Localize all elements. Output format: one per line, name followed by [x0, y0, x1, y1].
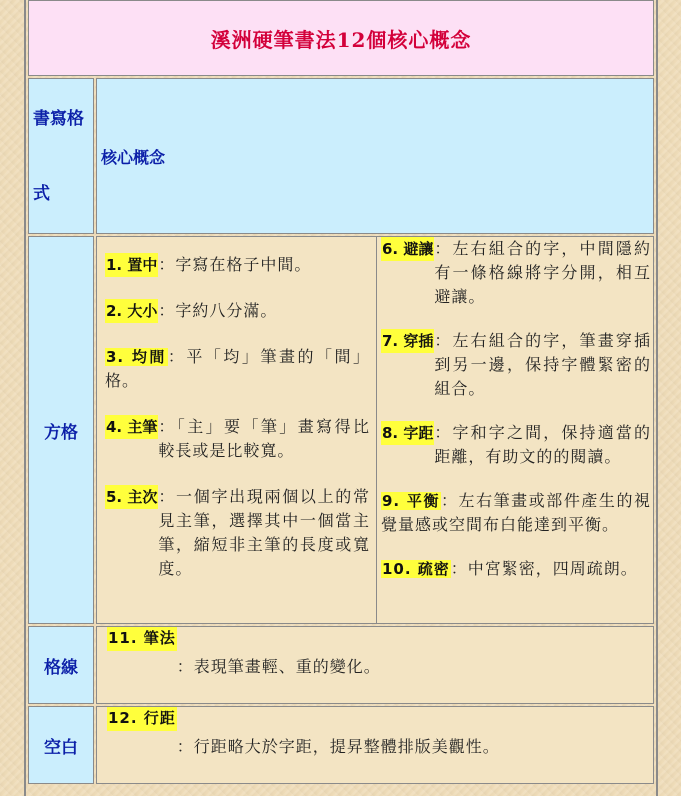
list-item: 12. 行距 ：行距略大於字距，提昇整體排版美觀性。: [108, 709, 500, 756]
list-item: 1. 置中 ：字寫在格子中間。: [105, 253, 370, 277]
header-label-line1: 書寫格: [33, 109, 84, 129]
list-item: 6. 避讓 ：左右組合的字，中間隱約有一條格線將字分開，相互避讓。: [382, 239, 651, 306]
list-item: 9. 平衡：左右筆畫或部件產生的視覺量感或空間布白能達到平衡。: [381, 491, 651, 534]
row-label-fangge: 方格: [28, 236, 94, 624]
kongbai-content: [96, 706, 654, 784]
core-concept-header: 核心概念: [96, 78, 654, 234]
list-item: 3. 均間：平「均」筆畫的「間」格。: [105, 347, 370, 390]
list-item: 11. 筆法 ：表現筆畫輕、重的變化。: [108, 629, 381, 676]
list-item: 8. 字距 ：字和字之間，保持適當的距離，有助文的的閱讀。: [382, 423, 651, 466]
table-title: 溪洲硬筆書法12個核心概念: [28, 0, 654, 76]
list-item: 10. 疏密：中宮緊密，四周疏朗。: [382, 559, 638, 578]
list-item: 5. 主次 ：一個字出現兩個以上的常見主筆，選擇其中一個當主筆，縮短非主筆的長度或寬度。: [106, 487, 370, 578]
fangge-left-column: [97, 237, 377, 623]
list-item: 2. 大小 ：字約八分滿。: [105, 299, 370, 323]
list-item: 7. 穿插 ：左右組合的字，筆畫穿插到另一邊，保持字體緊密的組合。: [382, 331, 651, 398]
list-item: 4. 主筆 ：「主」要「筆」畫寫得比較長或是比較寬。: [106, 417, 370, 460]
row-label-kongbai: 空白: [28, 706, 94, 784]
header-label-cell: [28, 78, 94, 234]
gexian-content: [96, 626, 654, 704]
fangge-content: [96, 236, 654, 624]
header-label-line2: 式: [33, 184, 50, 204]
concept-table: [26, 0, 656, 786]
fangge-right-column: [377, 237, 653, 623]
row-label-gexian: 格線: [28, 626, 94, 704]
